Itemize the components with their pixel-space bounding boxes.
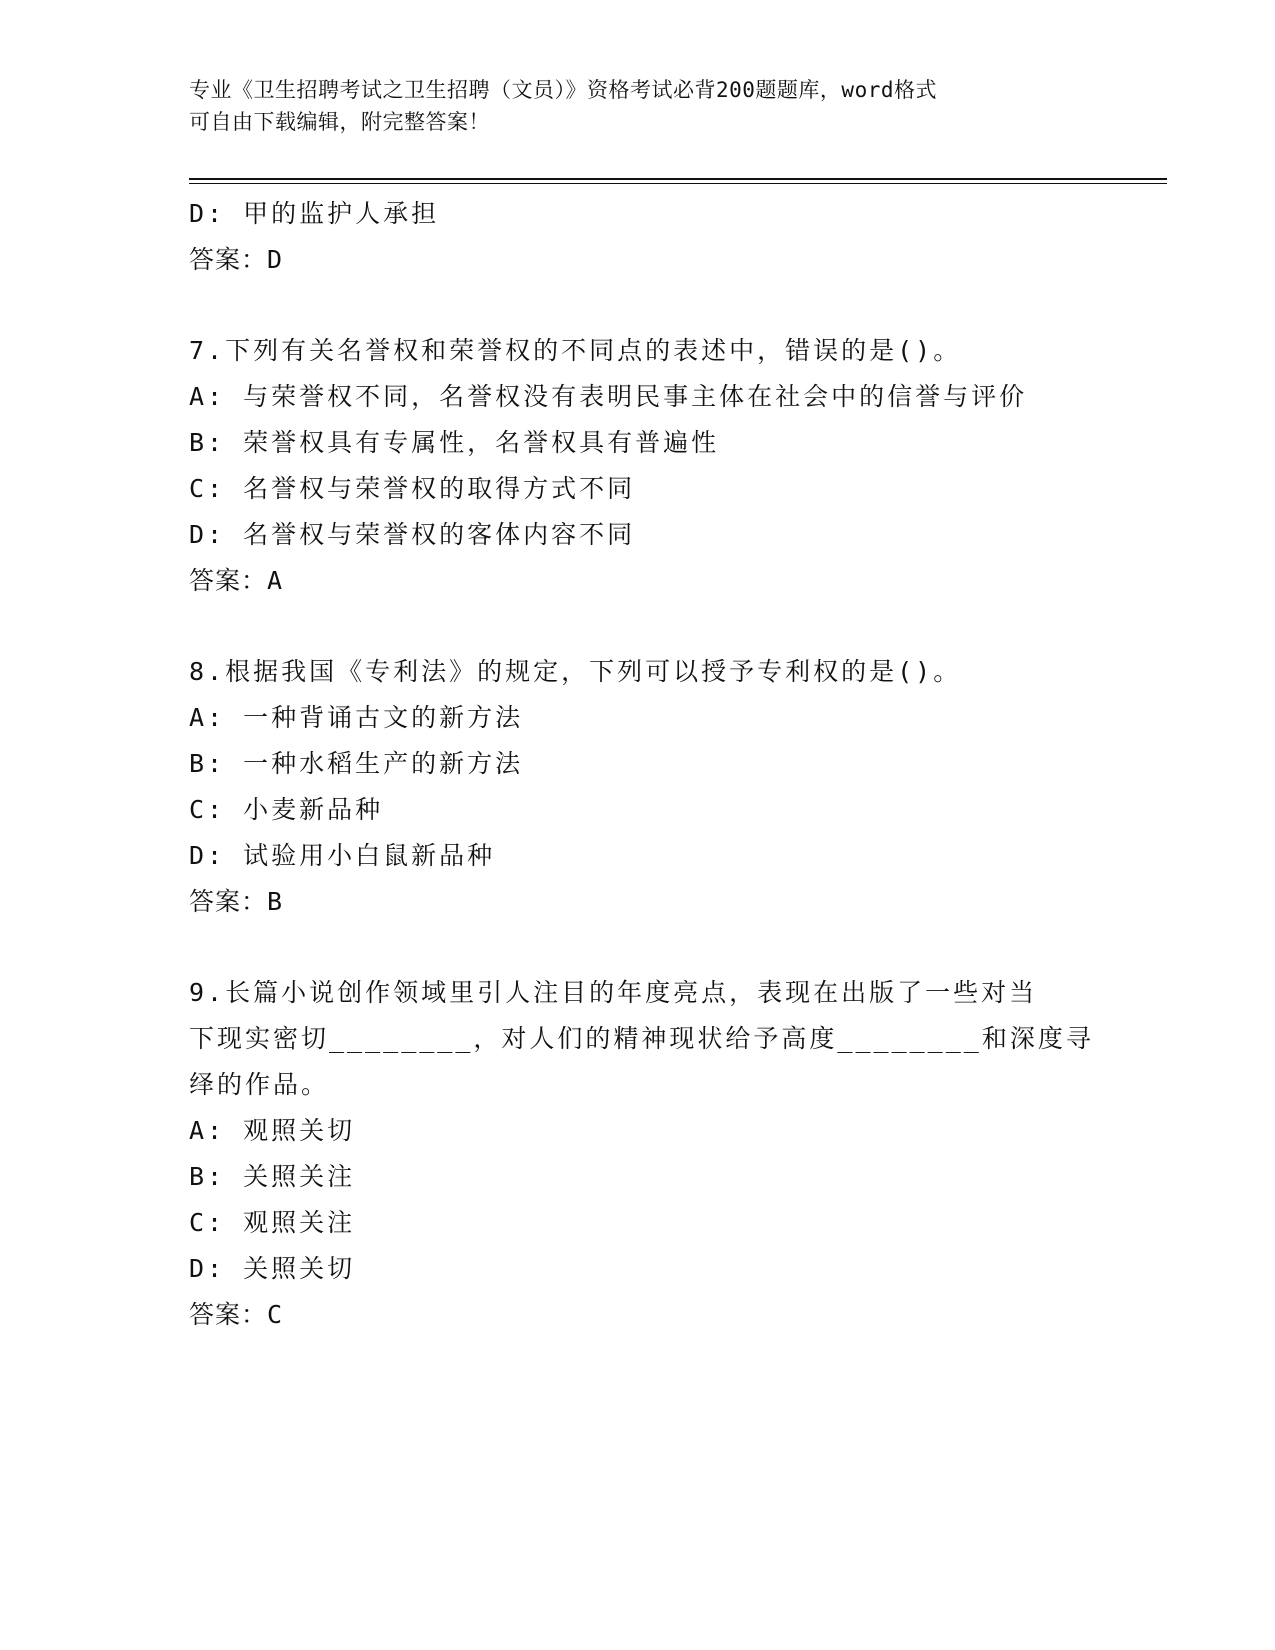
question-9-stem-line-3: 绎的作品。 [189, 1070, 330, 1099]
question-8-option-b: B: 一种水稻生产的新方法 [189, 749, 524, 778]
answer-value: B [267, 887, 284, 916]
question-7-option-b: B: 荣誉权具有专属性，名誉权具有普遍性 [189, 428, 720, 457]
question-9-option-a: A: 观照关切 [189, 1116, 356, 1145]
prev-answer [189, 237, 1089, 283]
document-body [189, 191, 1094, 1338]
header-title-line-1: 专业《卫生招聘考试之卫生招聘（文员）》资格考试必背200题题库，word格式 [189, 78, 937, 102]
question-9-stem-line-1: 9.长篇小说创作领域里引人注目的年度亮点，表现在出版了一些对当 [189, 978, 1038, 1007]
question-7-answer [189, 558, 1089, 604]
answer-label: 答案： [189, 566, 268, 595]
answer-label: 答案： [189, 887, 268, 916]
spacer [189, 925, 1089, 970]
question-8-stem: 8.根据我国《专利法》的规定，下列可以授予专利权的是()。 [189, 657, 962, 686]
question-9-answer [189, 1292, 1089, 1338]
prev-option-d: D: 甲的监护人承担 [189, 199, 440, 228]
answer-value: A [267, 566, 284, 595]
question-8-option-a: A: 一种背诵古文的新方法 [189, 703, 524, 732]
spacer [189, 604, 1089, 649]
document-header [189, 74, 1069, 138]
header-title-line-2: 可自由下载编辑，附完整答案！ [189, 110, 490, 134]
answer-label: 答案： [189, 1300, 268, 1329]
question-8-answer [189, 879, 1089, 925]
question-9-option-d: D: 关照关切 [189, 1254, 356, 1283]
answer-value: D [267, 245, 284, 274]
answer-value: C [267, 1300, 284, 1329]
question-9-option-b: B: 关照关注 [189, 1162, 356, 1191]
answer-label: 答案： [189, 245, 268, 274]
question-7-option-a: A: 与荣誉权不同，名誉权没有表明民事主体在社会中的信誉与评价 [189, 382, 1028, 411]
header-divider-thin [189, 183, 1167, 184]
header-divider-thick [189, 178, 1167, 180]
question-7-stem: 7.下列有关名誉权和荣誉权的不同点的表述中，错误的是()。 [189, 336, 962, 365]
question-8-option-d: D: 试验用小白鼠新品种 [189, 841, 496, 870]
spacer [189, 283, 1089, 328]
question-9-stem-line-2: 下现实密切________，对人们的精神现状给予高度________和深度寻 [189, 1024, 1094, 1053]
question-7-option-c: C: 名誉权与荣誉权的取得方式不同 [189, 474, 636, 503]
question-9-option-c: C: 观照关注 [189, 1208, 356, 1237]
question-8-option-c: C: 小麦新品种 [189, 795, 384, 824]
question-7-option-d: D: 名誉权与荣誉权的客体内容不同 [189, 520, 636, 549]
